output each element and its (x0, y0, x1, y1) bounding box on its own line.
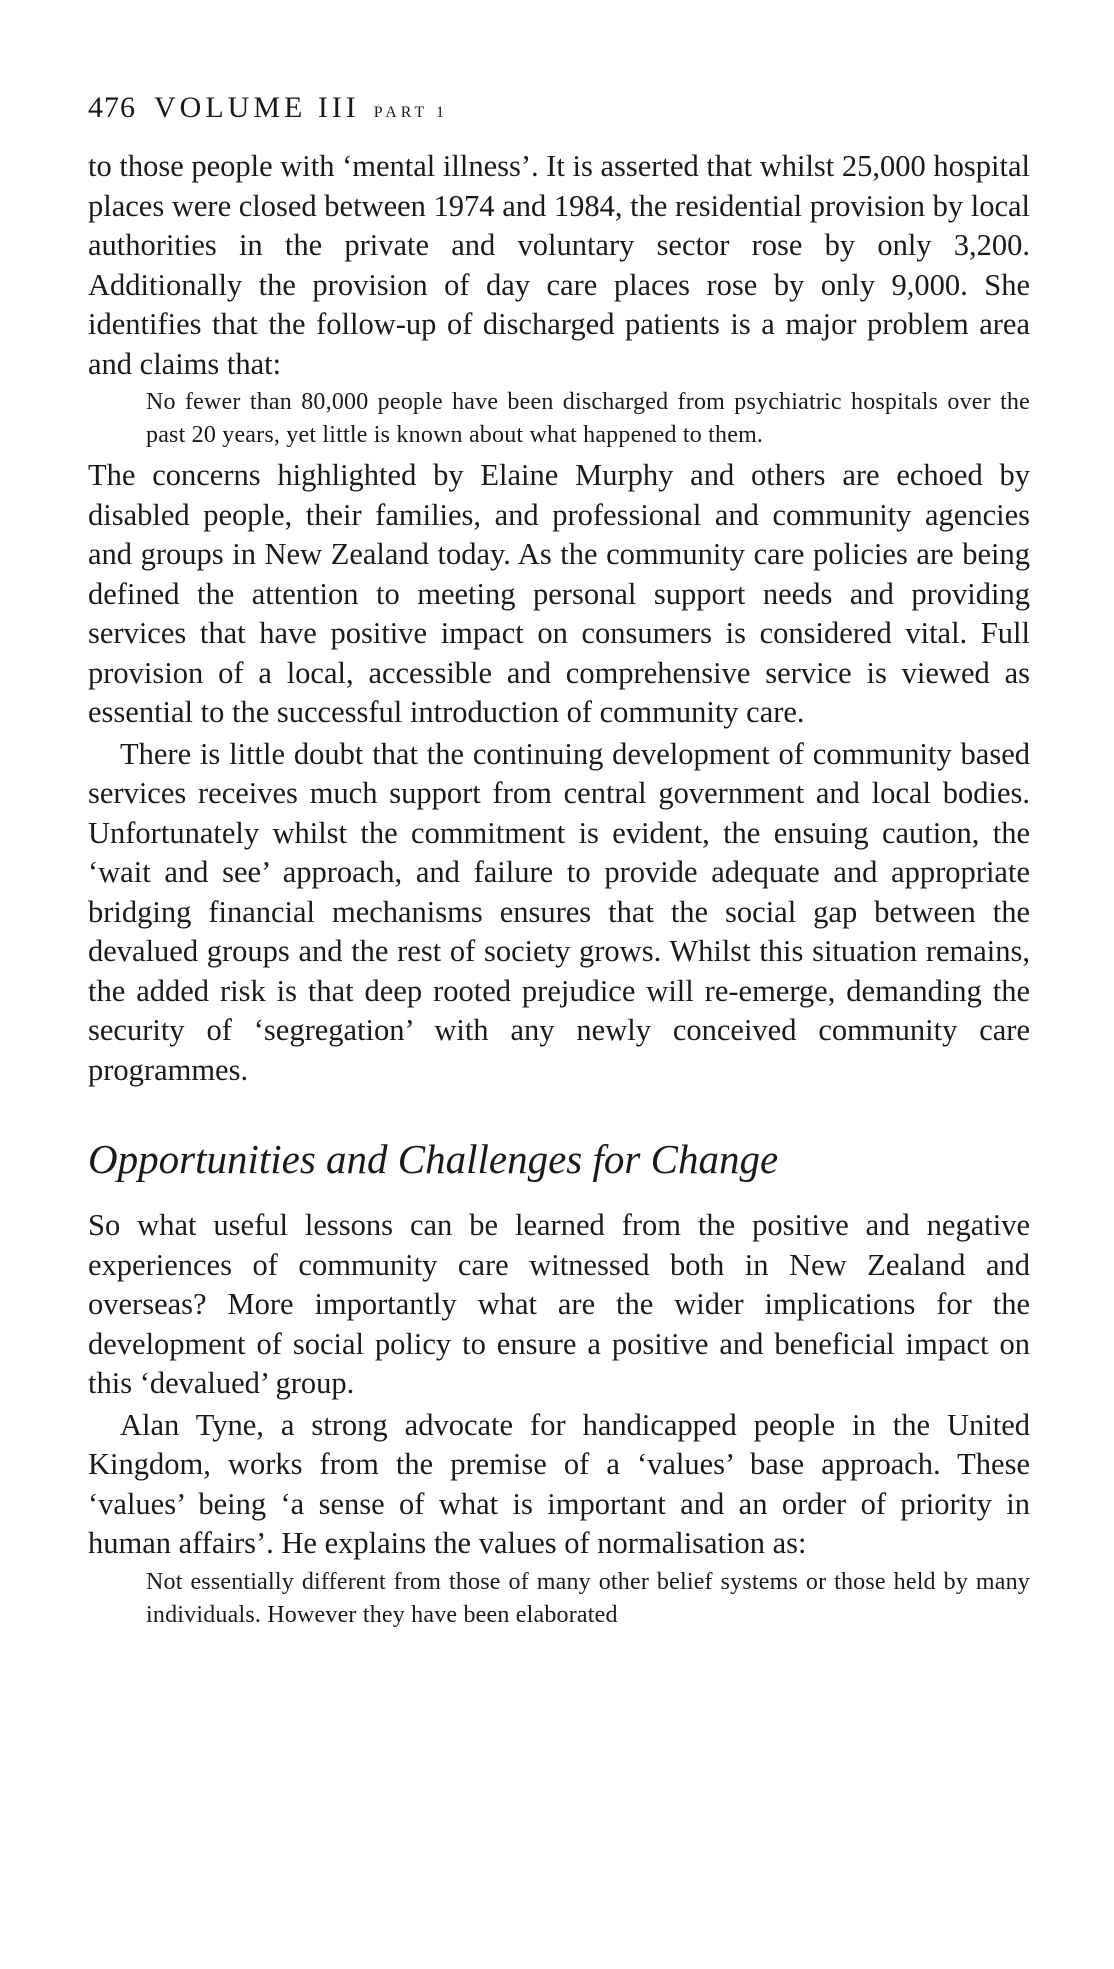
book-page (88, 88, 1030, 1636)
paragraph-3: There is little doubt that the continuing development of community based services receives much support from central government and local bodies. Unfortunately whilst the commitment is evident, the ensuing caution, the ‘wait and see’ approach, and failure to provide adequate and appropriate bridging financial mechanisms ensures that the social gap between the devalued groups and the rest of society grows. Whilst this situation remains, the added risk is that deep rooted prejudice will re-emerge, demanding the security of ‘segregation’ with any newly conceived community care programmes. (88, 736, 1030, 1087)
paragraph-4: So what useful lessons can be learned from the positive and negative experiences of community care witnessed both in New Zealand and overseas? More importantly what are the wider implications for the development of social policy to ensure a positive and beneficial impact on this ‘devalued’ group. (88, 1208, 1030, 1400)
paragraph-5: Alan Tyne, a strong advocate for handicapped people in the United Kingdom, works from the premise of a ‘values’ base approach. These ‘values’ being ‘a sense of what is important and an order of priority in human affairs’. He explains the values of normalisation as: (88, 1407, 1030, 1560)
block-quote-1: No fewer than 80,000 people have been discharged from psychiatric hospitals over the past 20 years, yet little is known about what happened to them. (146, 389, 1030, 448)
part-label: PART 1 (373, 104, 448, 121)
paragraph-2: The concerns highlighted by Elaine Murphy and others are echoed by disabled people, their families, and professional and community agencies and groups in New Zealand today. As the community care policies are being defined the attention to meeting personal support needs and providing services that have positive impact on consumers is considered vital. Full provision of a local, accessible and comprehensive service is viewed as essential to the successful introduction of community care. (88, 458, 1030, 729)
block-quote-2: Not essentially different from those of many other belief systems or those held by many individuals. However they have been elaborated (146, 1568, 1030, 1628)
paragraph-1: to those people with ‘mental illness’. It is asserted that whilst 25,000 hospital places were closed between 1974 and 1984, the residential provision by local authorities in the private and voluntary sector rose by only 3,200. Additionally the provision of day care places rose by only 9,000. She identifies that the follow-up of discharged patients is a major problem area and claims that: (88, 149, 1030, 381)
section-heading: Opportunities and Challenges for Change (88, 1136, 779, 1182)
volume-label: VOLUME III (154, 91, 360, 124)
page-number: 476 (88, 91, 136, 124)
running-head (88, 88, 1030, 133)
